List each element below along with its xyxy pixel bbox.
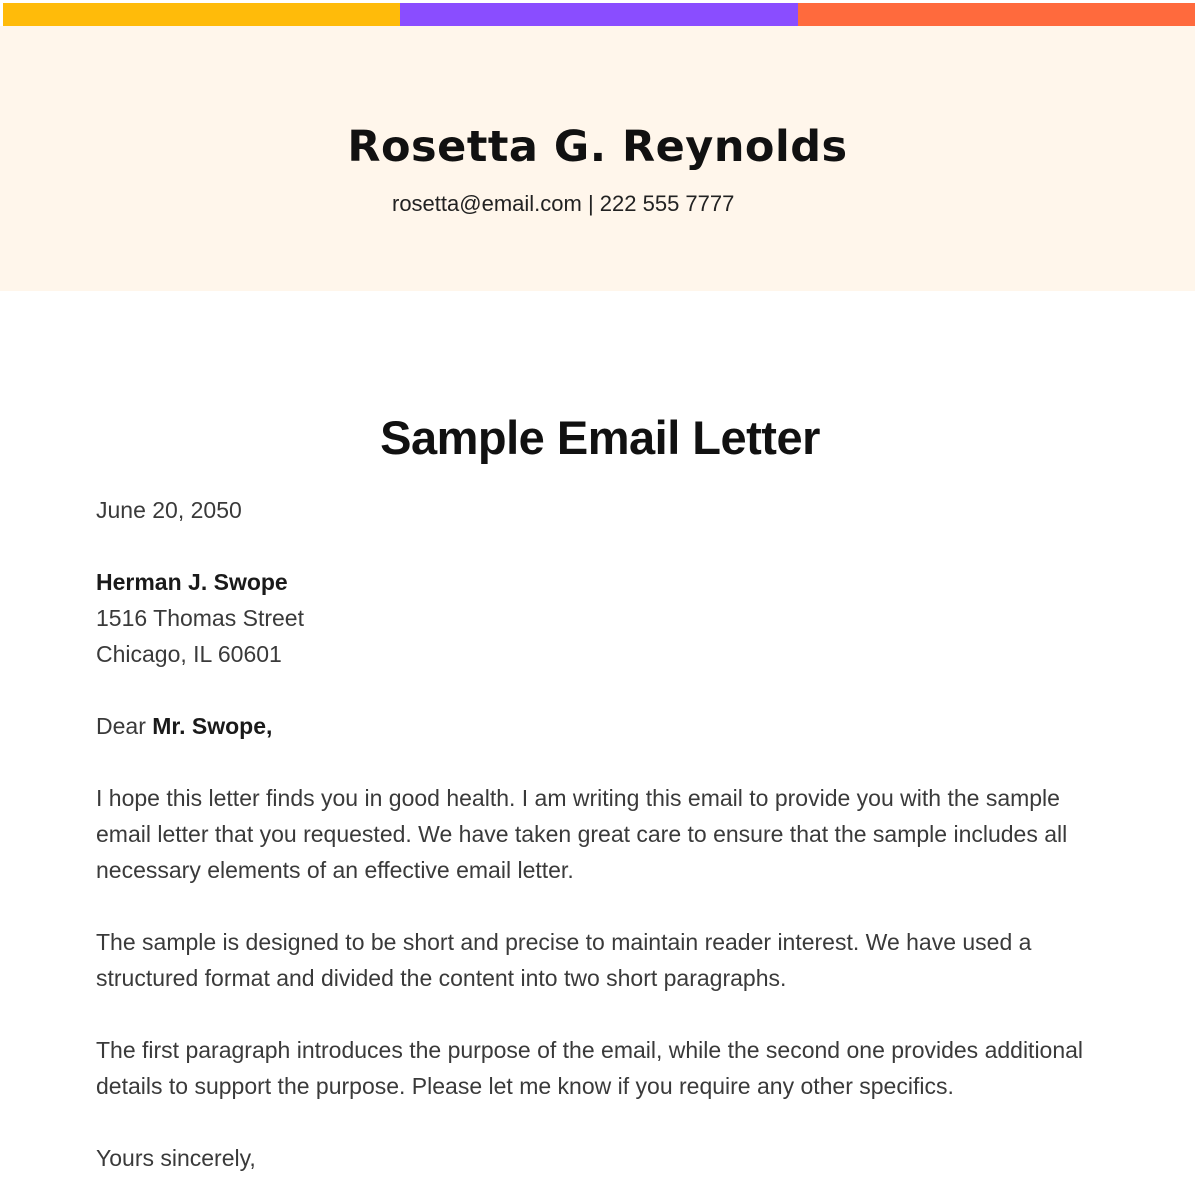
recipient-address <box>96 564 1096 672</box>
accent-bar-yellow <box>3 3 400 26</box>
salutation <box>96 708 1096 744</box>
accent-bar-orange <box>798 3 1195 26</box>
letter-body <box>96 492 1096 1200</box>
letterhead <box>0 26 1195 291</box>
recipient-city: Chicago, IL 60601 <box>96 641 282 667</box>
salutation-prefix: Dear <box>96 713 146 739</box>
recipient-street: 1516 Thomas Street <box>96 605 304 631</box>
letter-date: June 20, 2050 <box>96 497 242 523</box>
salutation-name: Mr. Swope, <box>152 713 273 739</box>
sender-name: Rosetta G. Reynolds <box>347 122 848 172</box>
color-accent-bar <box>3 3 1195 26</box>
recipient-name: Herman J. Swope <box>96 569 288 595</box>
sender-contact: rosetta@email.com | 222 555 7777 <box>392 191 735 216</box>
accent-bar-purple <box>400 3 797 26</box>
body-paragraph: The sample is designed to be short and precise to maintain reader interest. We have used a structured format and divided the content into two short paragraphs. <box>96 929 1032 991</box>
body-paragraph: I hope this letter finds you in good health. I am writing this email to provide you with the sample email letter that you requested. We have taken great care to ensure that the sample includes all necessary elements of an effective email letter. <box>96 785 1068 883</box>
document-title: Sample Email Letter <box>380 411 820 464</box>
body-paragraph: The first paragraph introduces the purpose of the email, while the second one provides additional details to support the purpose. Please let me know if you require any other specifics. <box>96 1037 1084 1099</box>
closing: Yours sincerely, <box>96 1145 256 1171</box>
